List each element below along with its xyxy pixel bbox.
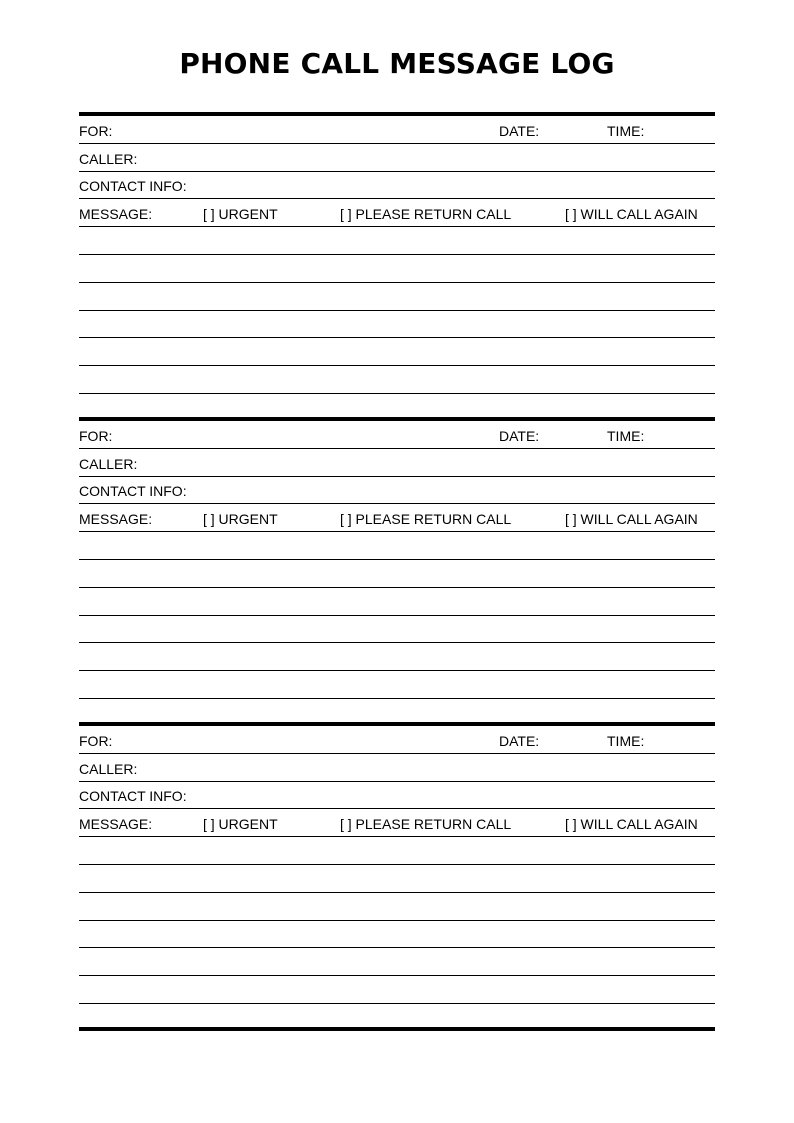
date-label: DATE: (499, 427, 540, 444)
log-entry (79, 112, 715, 391)
message-row[interactable] (79, 809, 715, 837)
for-label: FOR: (79, 122, 113, 139)
caller-row[interactable] (79, 754, 715, 782)
message-line[interactable] (79, 893, 715, 921)
message-line[interactable] (79, 366, 715, 394)
message-line[interactable] (79, 532, 715, 560)
date-label: DATE: (499, 122, 540, 139)
caller-row[interactable] (79, 449, 715, 477)
contact-info-label: CONTACT INFO: (79, 178, 187, 195)
please-return-call-checkbox[interactable]: [ ] PLEASE RETURN CALL (340, 816, 512, 833)
for-row[interactable] (79, 726, 715, 754)
will-call-again-checkbox[interactable]: [ ] WILL CALL AGAIN (565, 511, 698, 528)
message-line[interactable] (79, 560, 715, 588)
date-label: DATE: (499, 732, 540, 749)
message-row[interactable] (79, 199, 715, 227)
message-line[interactable] (79, 588, 715, 616)
contact-info-row[interactable] (79, 172, 715, 200)
for-label: FOR: (79, 732, 113, 749)
message-line[interactable] (79, 283, 715, 311)
for-row[interactable] (79, 116, 715, 144)
message-line[interactable] (79, 976, 715, 1004)
message-label: MESSAGE: (79, 816, 153, 833)
page-title: PHONE CALL MESSAGE LOG (179, 47, 615, 80)
urgent-checkbox[interactable]: [ ] URGENT (203, 816, 278, 833)
contact-info-row[interactable] (79, 477, 715, 505)
message-row[interactable] (79, 504, 715, 532)
message-line[interactable] (79, 671, 715, 699)
caller-label: CALLER: (79, 455, 138, 472)
message-line[interactable] (79, 255, 715, 283)
closing-divider (79, 1027, 715, 1031)
message-label: MESSAGE: (79, 511, 153, 528)
for-label: FOR: (79, 427, 113, 444)
message-line[interactable] (79, 948, 715, 976)
will-call-again-checkbox[interactable]: [ ] WILL CALL AGAIN (565, 816, 698, 833)
log-entry (79, 722, 715, 1001)
message-line[interactable] (79, 921, 715, 949)
for-row[interactable] (79, 421, 715, 449)
message-line[interactable] (79, 616, 715, 644)
time-label: TIME: (607, 732, 645, 749)
caller-label: CALLER: (79, 150, 138, 167)
caller-label: CALLER: (79, 760, 138, 777)
time-label: TIME: (607, 122, 645, 139)
contact-info-row[interactable] (79, 782, 715, 810)
message-line[interactable] (79, 227, 715, 255)
message-line[interactable] (79, 338, 715, 366)
message-line[interactable] (79, 865, 715, 893)
please-return-call-checkbox[interactable]: [ ] PLEASE RETURN CALL (340, 511, 512, 528)
message-line[interactable] (79, 643, 715, 671)
message-line[interactable] (79, 837, 715, 865)
message-label: MESSAGE: (79, 206, 153, 223)
urgent-checkbox[interactable]: [ ] URGENT (203, 206, 278, 223)
time-label: TIME: (607, 427, 645, 444)
will-call-again-checkbox[interactable]: [ ] WILL CALL AGAIN (565, 206, 698, 223)
message-line[interactable] (79, 311, 715, 339)
caller-row[interactable] (79, 144, 715, 172)
contact-info-label: CONTACT INFO: (79, 483, 187, 500)
please-return-call-checkbox[interactable]: [ ] PLEASE RETURN CALL (340, 206, 512, 223)
urgent-checkbox[interactable]: [ ] URGENT (203, 511, 278, 528)
log-entry (79, 417, 715, 696)
contact-info-label: CONTACT INFO: (79, 788, 187, 805)
